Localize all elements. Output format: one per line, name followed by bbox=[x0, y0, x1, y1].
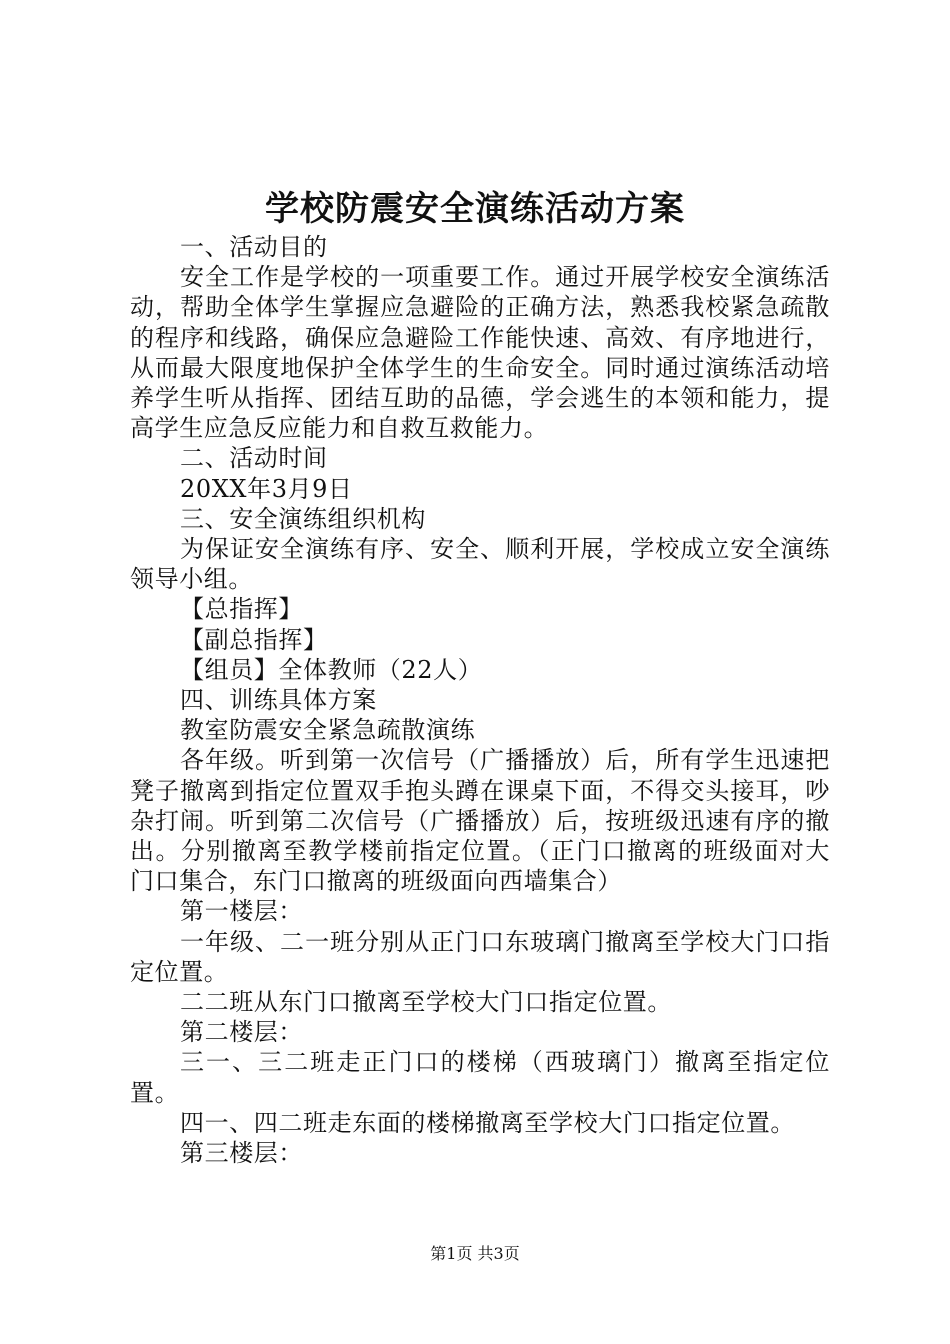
paragraph: 各年级。听到第一次信号（广播播放）后，所有学生迅速把凳子撤离到指定位置双手抱头蹲在课桌下面，不得交头接耳，吵杂打闹。听到第二次信号（广播播放）后，按班级迅速有序的撤出。分别撤离至教学楼前指定位置。（正门口撤离的班级面对大门口集合，东门口撤离的班级面向西墙集合） bbox=[130, 746, 830, 896]
paragraph: 教室防震安全紧急疏散演练 bbox=[180, 716, 476, 745]
paragraph: 第二楼层： bbox=[180, 1018, 303, 1047]
page-footer: 第1页 共3页 bbox=[430, 1244, 520, 1263]
paragraph: 【总指挥】 bbox=[180, 595, 303, 624]
paragraph: 【组员】全体教师（22人） bbox=[180, 655, 483, 684]
section-heading-time: 二、活动时间 bbox=[180, 444, 328, 473]
paragraph: 三一、三二班走正门口的楼梯（西玻璃门）撤离至指定位置。 bbox=[130, 1048, 830, 1107]
paragraph: 四一、四二班走东面的楼梯撤离至学校大门口指定位置。 bbox=[180, 1108, 795, 1137]
section-heading-plan: 四、训练具体方案 bbox=[180, 686, 377, 715]
document-title: 学校防震安全演练活动方案 bbox=[265, 189, 685, 229]
paragraph: 20XX年3月9日 bbox=[180, 474, 353, 503]
paragraph: 安全工作是学校的一项重要工作。通过开展学校安全演练活动，帮助全体学生掌握应急避险的正确方法，熟悉我校紧急疏散的程序和线路，确保应急避险工作能快速、高效、有序地进行，从而最大限度地保护全体学生的生命安全。同时通过演练活动培养学生听从指挥、团结互助的品德，学会逃生的本领和能力，提高学生应急反应能力和自救互救能力。 bbox=[130, 263, 830, 443]
document-body bbox=[130, 232, 830, 1168]
paragraph: 第三楼层： bbox=[180, 1139, 303, 1168]
section-heading-organization: 三、安全演练组织机构 bbox=[180, 504, 426, 533]
paragraph: 为保证安全演练有序、安全、顺利开展，学校成立安全演练领导小组。 bbox=[130, 535, 830, 594]
paragraph: 第一楼层： bbox=[180, 897, 303, 926]
paragraph: 二二班从东门口撤离至学校大门口指定位置。 bbox=[180, 988, 672, 1017]
paragraph: 【副总指挥】 bbox=[180, 625, 328, 654]
paragraph: 一年级、二一班分别从正门口东玻璃门撤离至学校大门口指定位置。 bbox=[130, 927, 830, 986]
section-heading-purpose: 一、活动目的 bbox=[180, 233, 328, 261]
